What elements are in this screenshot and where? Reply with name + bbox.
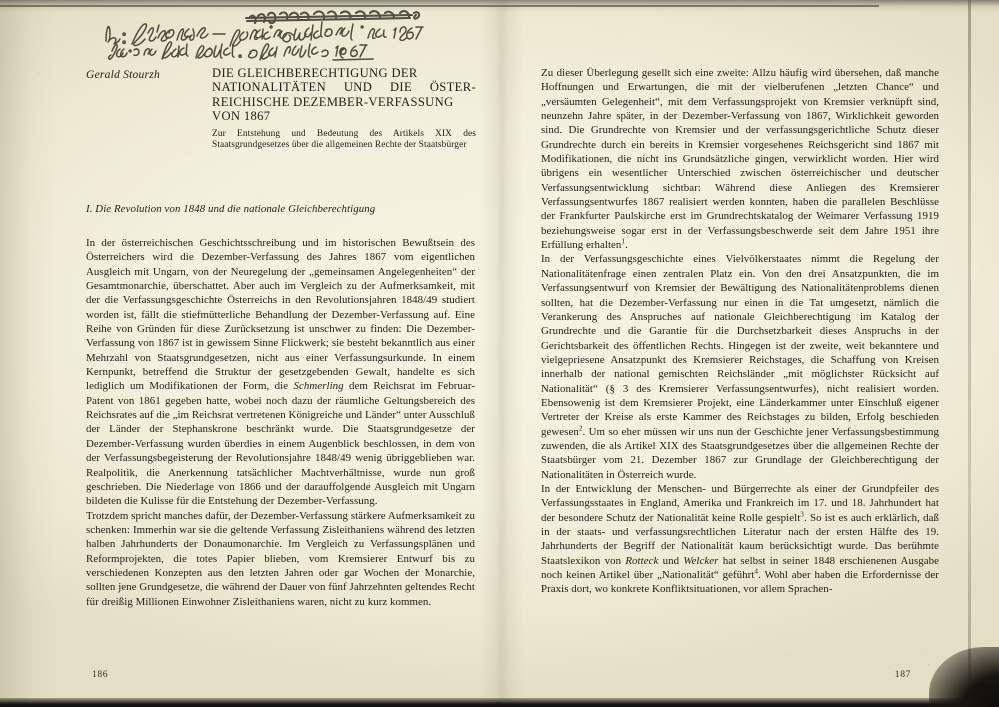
section-heading: I. Die Revolution von 1848 und die nationale Gleichberechtigung [86, 203, 376, 215]
folio-left: 186 [92, 669, 109, 680]
right-column-body: Zu dieser Überlegung gesellt sich eine zweite: Allzu häufig wird übersehen, daß manche Hoffnungen und Erwartungen, die mit der vielberufenen „letzten Chance“ und „versäumten Gelegenheit“, mit dem Verfassungsprojekt von Kremsier verknüpft sind, neunzehn Jahre später, in der Dezember-Verfassung von 1867, Wirklichkeit geworden sind. Die Grundrechte von Kremsier und der verfassungsgerichtliche Schutz dieser Grundrechte durch ein bereits in Kremsier vorgesehenes Reichsgericht sind 1867 mit Modifikationen, die nicht ins Grundsätzliche gingen, verwirklicht worden. Hier wird übrigens ein wesentlicher Unterschied zwischen österreichischer und deutscher Verfassungsentwicklung sichtbar: Während diese Anliegen des Kremsierer Verfassungsentwurfes 1867 realisiert werden konnten, haben die parallelen Beschlüsse der Frankfurter Paulskirche erst im Grundrechtskatalog der Weimarer Verfassung 1919 beziehungsweise sogar erst in der Verfassungsbeschwerde seit dem Jahre 1951 ihre Erfüllung erhalten$^1$. In der Verfassungsgeschichte eines Vielvölkerstaates nimmt die Regelung der Nationalitätenfrage einen zentralen Platz ein. Von den drei Ansatzpunkten, die im Verfassungsentwurf von Kremsier der Bewältigung des Nationalitätenproblems dienen sollten, hat die Dezember-Verfassung nur einen in die Tat umgesetzt, nämlich die Verankerung des Anspruches auf nationale Gleichberechtigung im Katalog der Grundrechte und die Garantie für die Durchsetzbarkeit dieses Anspruchs in der Gerichtsbarkeit des öffentlichen Rechts. Hingegen ist der zweite, weit bekanntere und vielgepriesene Ansatzpunkt des Kremsierer Reichstages, die Schaffung von Kreisen innerhalb der national gemischten Reichsländer „mit möglichster Rücksicht auf Nationalität“ (§ 3 des Kremsierer Verfassungsentwurfes), nicht realisiert worden. Ebensowenig ist dem Kremsierer Projekt, eine Länderkammer unter Einschluß eigener Vertreter der Kreise als erste Kammer des Reichstages zu bilden, Erfolg beschieden gewesen$^2$. Um so eher müssen wir uns nun der Geschichte jener Verfassungsbestimmung zuwenden, die als Artikel XIX des Staatsgrundgesetzes über die allgemeinen Rechte der Staatsbürger vom 21. Dezember 1867 zur Grundlage der Gleichberechtigung der Nationalitäten in Österreich wurde. In der Entwicklung der Menschen- und Bürgerrechte als einer der Grundpfeiler des Verfassungsstaates in England, Amerika und Frankreich im 17. und 18. Jahrhundert hat der besondere Schutz der Nationalität keine Rolle gespielt$^3$. So ist es auch erklärlich, daß in der staats- und verfassungsrechtlichen Literatur nach der ersten Hälfte des 19. Jahrhunderts der Begriff der Nationalität kaum berücksichtigt wurde. Das berühmte Staatslexikon von Rotteck und Welcker hat selbst in seiner 1848 erschienenen Ausgabe noch keinen Artikel über „Nationalität“ geführt$^4$. Wohl aber haben die Erfordernisse der Praxis dort, wo konkrete Konfliktsituationen, vor allem Sprachen- [541, 67, 940, 596]
article-subtitle: Zur Entstehung und Bedeutung des Artikels XIX des Staatsgrundgesetzes über die allgemeinen Rechte der Staatsbürger [212, 128, 476, 150]
title-line-1: DIE GLEICHBERECHTIGUNG DER [212, 66, 418, 80]
title-line-2: NATIONALITÄTEN UND DIE ÖSTER- [212, 80, 476, 95]
author-byline: Gerald Stourzh [86, 68, 160, 81]
left-column-body: In der österreichischen Geschichtsschreibung und im historischen Bewußtsein des Österreichers wird die Dezember-Verfassung des Jahres 1867 vom eigentlichen Ausgleich mit Ungarn, von der Neuregelung der „gemeinsamen Angelegenheiten“ der Gesamtmonarchie, überschattet. Aber auch im Vergleich zu der Aufmerksamkeit, mit der die Verfassungsgeschichte Österreichs in den Revolutionsjahren 1848/49 studiert worden ist, fällt die stiefmütterliche Behandlung der Dezember-Verfassung auf. Eine Reihe von Gründen für diese Zurücksetzung ist unschwer zu finden: Die Dezember-Verfassung von 1867 ist in gewissem Sinne Flickwerk; sie besteht bekanntlich aus einer Mehrzahl von Staatsgrundgesetzen, nicht aus einer Verfassungsurkunde. In einem Kernpunkt, betreffend die Struktur der gesetzgebenden Gewalt, handelte es sich lediglich um Modifikationen der Form, die Schmerling dem Reichsrat im Februar-Patent von 1861 gegeben hatte, wobei noch dazu der räumliche Geltungsbereich des Reichsrates auf die „im Reichsrat vertretenen Königreiche und Länder“ unter Ausschluß der Länder der Stephanskrone beschränkt wurde. Die Staatsgrundgesetze der Dezember-Verfassung wurden überdies in einem Augenblick beschlossen, in dem von der Verfassungsbegeisterung der Revolutionsjahre 1848/49 wenig übriggeblieben war. Realpolitik, die Anerkennung tatsächlicher Machtverhältnisse, wurde nun groß geschrieben. Die Niederlage von 1866 und der darauffolgende Ausgleich mit Ungarn bildeten die Kulisse für die Entstehung der Dezember-Verfassung. Trotzdem spricht manches dafür, der Dezember-Verfassung stärkere Aufmerksamkeit zu schenken: Immerhin war sie die geltende Verfassung Zisleithaniens während des letzten halben Jahrhunderts der Donaumonarchie. Im Vergleich zu Verfassungsplänen und Reformprojekten, die totes Papier blieben, vom Kremsierer Entwurf bis zu verschiedenen Konzepten aus den letzten Jahren oder gar Wochen der Monarchie, sollten jene Grundgesetze, die während der Dauer von fünf Jahrzehnten geltendes Recht für dreißig Millionen Einwohner Zisleithaniens waren, nicht zu kurz kommen. [86, 237, 476, 608]
article-title-block [212, 66, 476, 151]
title-line-4: VON 1867 [212, 109, 271, 124]
folio-right: 187 [894, 669, 911, 680]
title-line-3: REICHISCHE DEZEMBER-VERFASSUNG [212, 94, 454, 109]
